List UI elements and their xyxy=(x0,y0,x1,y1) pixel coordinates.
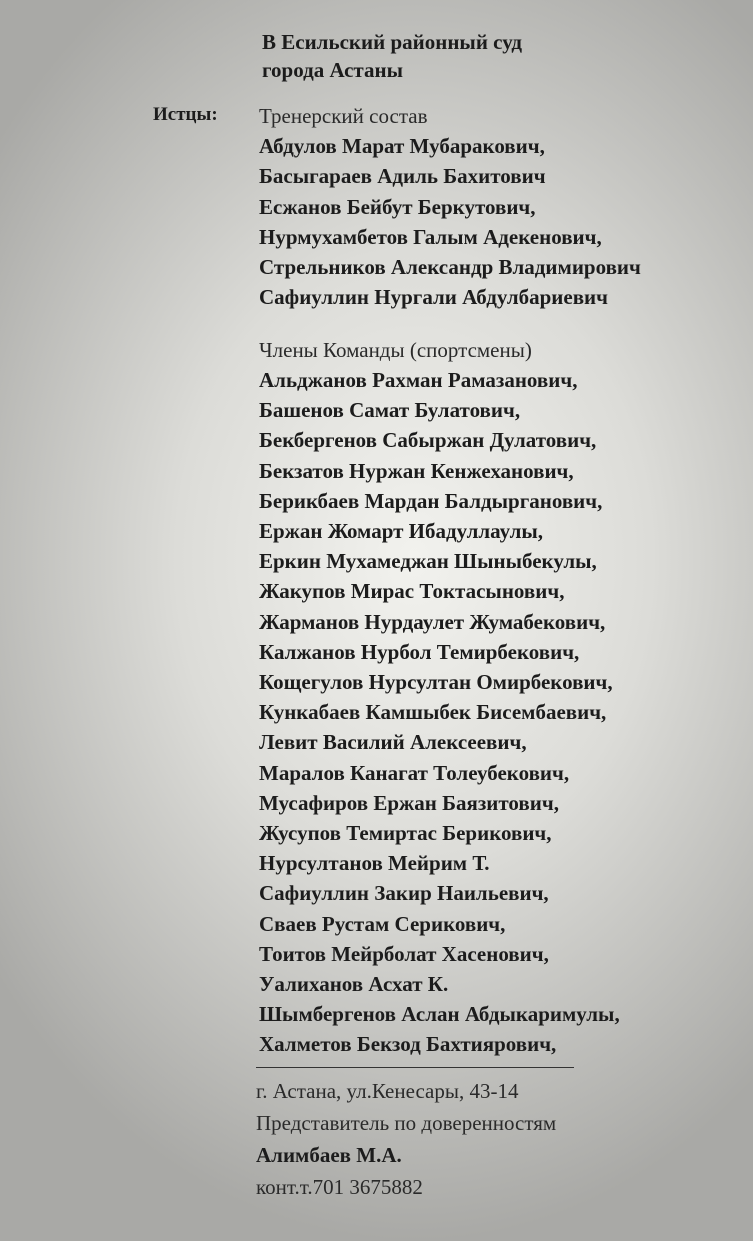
athletes-heading: Члены Команды (спортсмены) xyxy=(259,338,532,362)
athlete-name: Тоитов Мейрболат Хасенович, xyxy=(259,941,549,966)
athlete-name: Бекзатов Нуржан Кенжеханович, xyxy=(259,458,574,483)
court-addressee xyxy=(262,28,522,84)
athlete-name: Кункабаев Камшыбек Бисембаевич, xyxy=(259,700,607,725)
plaintiffs-label: Истцы: xyxy=(153,104,218,125)
athlete-name: Жарманов Нурдаулет Жумабекович, xyxy=(259,609,606,634)
athlete-name: Сафиуллин Закир Наильевич, xyxy=(259,881,549,906)
athlete-name: Жакупов Мирас Токтасынович, xyxy=(259,579,565,604)
coaches-heading: Тренерский состав xyxy=(259,104,428,128)
athlete-name: Башенов Самат Булатович, xyxy=(259,398,521,423)
coach-name: Нурмухамбетов Галым Адекенович, xyxy=(259,224,602,249)
signature-divider xyxy=(256,1067,574,1068)
athlete-name: Кощегулов Нурсултан Омирбекович, xyxy=(259,670,613,695)
coach-name: Есжанов Бейбут Беркутович, xyxy=(259,194,536,219)
athlete-name: Халметов Бекзод Бахтиярович, xyxy=(259,1032,557,1057)
athlete-name: Берикбаев Мардан Балдырганович, xyxy=(259,488,603,513)
coach-name: Басыгараев Адиль Бахитович xyxy=(259,164,546,189)
athlete-name: Левит Василий Алексеевич, xyxy=(259,730,527,755)
athlete-name: Альджанов Рахман Рамазанович, xyxy=(259,368,578,392)
athlete-name: Маралов Канагат Толеубекович, xyxy=(259,760,570,785)
athlete-name: Еркин Мухамеджан Шыныбекулы, xyxy=(259,549,597,574)
athlete-name: Ержан Жомарт Ибадуллаулы, xyxy=(259,519,544,544)
athlete-name: Нурсултанов Мейрим Т. xyxy=(259,851,490,876)
athlete-name: Жусупов Темиртас Берикович, xyxy=(259,821,552,846)
coaches-section xyxy=(259,101,641,313)
representative-name: Алимбаев М.А. xyxy=(256,1143,402,1167)
representative-label: Представитель по доверенностям xyxy=(256,1111,557,1135)
athlete-name: Шымбергенов Аслан Абдыкаримулы, xyxy=(259,1002,620,1027)
court-line-2: города Астаны xyxy=(262,58,403,82)
athlete-name: Мусафиров Ержан Баязитович, xyxy=(259,790,559,815)
athlete-name: Уалиханов Асхат К. xyxy=(259,972,449,997)
coach-name: Стрельников Александр Владимирович xyxy=(259,255,641,280)
coach-name: Сафиуллин Нургали Абдулбариевич xyxy=(259,285,608,310)
athlete-name: Калжанов Нурбол Темирбекович, xyxy=(259,639,580,664)
contact-phone: конт.т.701 3675882 xyxy=(256,1175,423,1199)
address-line: г. Астана, ул.Кенесары, 43-14 xyxy=(256,1079,519,1103)
athletes-section xyxy=(259,335,620,1060)
representative-block xyxy=(256,1075,556,1203)
athlete-name: Бекбергенов Сабыржан Дулатович, xyxy=(259,428,597,453)
court-line-1: В Есильский районный суд xyxy=(262,30,523,54)
coach-name: Абдулов Марат Мубаракович, xyxy=(259,134,545,158)
athlete-name: Сваев Рустам Серикович, xyxy=(259,911,506,936)
